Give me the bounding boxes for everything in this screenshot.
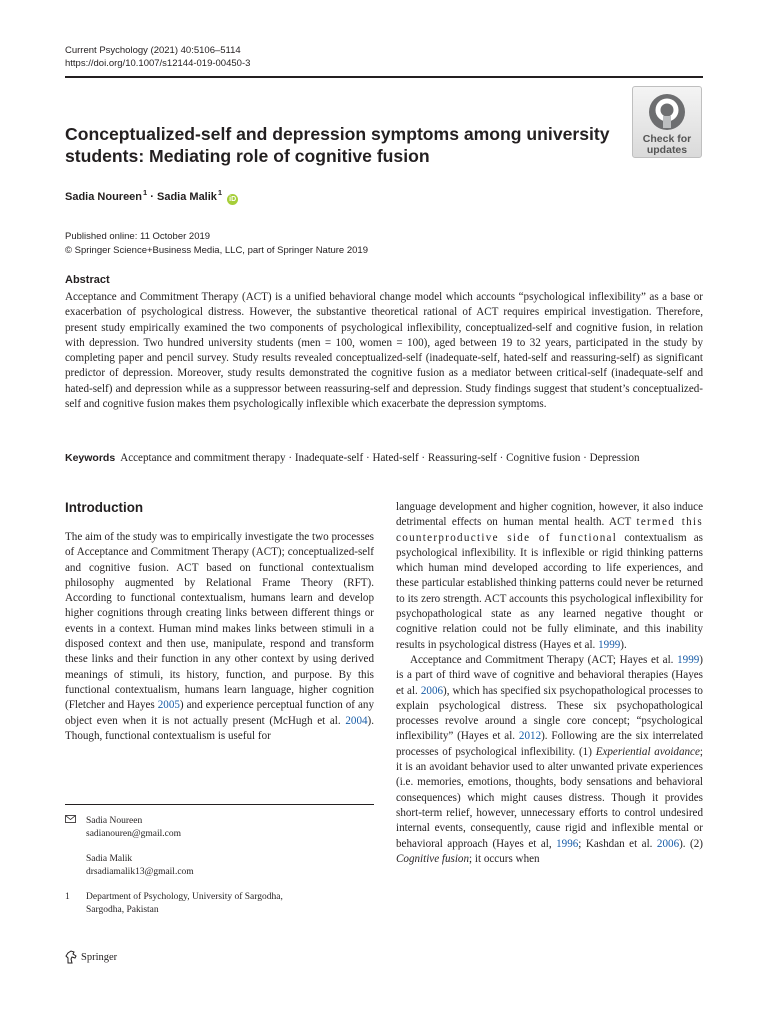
author-name: Sadia Malik <box>86 854 133 864</box>
abstract-text: Acceptance and Commitment Therapy (ACT) is a unified behavioral change model which accounts “psychological inflexibility” as a base or exacerbation of psychological distress. However, the substantive theoretical rational of ACT requires empirical investigation. Therefore, present study empirically examined the two components of psychological inflexibility, conceptualized-self and cognitive fusion, in relation with depression. Two hundred university students (men = 100, women = 100), aged between 19 to 32 years, participated in the study by completing paper and pencil survey. Study results revealed conceptualized-self (inadequate-self, hated-self and reassuring-self) as significant predictor of depression. Moreover, study results demonstrated the cognitive fusion as a mediator between critical-self (inadequate-self and hated-self) and depression while as a suppressor between reassuring-self and depression. Study findings suggest that student’s conceptualized-self and cognitive fusion makes them psychologically inflexible which exacerbate the depression symptoms. <box>65 291 703 411</box>
body-column-right <box>396 500 703 867</box>
journal-citation: Current Psychology (2021) 40:5106–5114 <box>65 45 241 56</box>
article-title: Conceptualized-self and depression symptoms among university students: Mediating role of cognitive fusion <box>65 124 610 166</box>
journal-header <box>65 44 250 70</box>
envelope-icon <box>65 815 86 841</box>
orcid-icon[interactable]: iD <box>229 196 237 203</box>
paragraph: Acceptance and Commitment Therapy (ACT; Hayes et al. 1999) is a part of third wave of cognitive and behavioral therapies (Hayes et al. 2006), which has specified six psychopathological processes to explain psychological distress. These six psychopathological processes revolve around a single core concept; “psychological inflexibility” (Hayes et al. 2012). Following are the six interrelated processes of psychological inflexibility. (1) Experiential avoidance; it is an avoidant behavior used to alter unwanted private experiences (i.e. memories, emotions, thoughts, body sensations and behavioral consequences) which might causes distress. Though it provides short-term relief, however, unnecessary efforts to control undesired internal events, consequently, cause rigid and inflexible mental or behavioral approach (Hayes et al, 1996; Kashdan et al. 2006). (2) Cognitive fusion; it occurs when <box>396 653 703 865</box>
body-column-left <box>65 530 374 744</box>
affiliation-number: 1 <box>65 892 70 902</box>
affiliation-marker: 1 <box>143 188 148 197</box>
crossmark-icon <box>647 92 687 132</box>
check-label-line2: updates <box>646 144 688 156</box>
citation-link[interactable]: 2006 <box>656 837 680 850</box>
keywords-label: Keywords <box>65 452 116 464</box>
footnotes <box>65 815 374 917</box>
author-name[interactable]: Sadia Noureen <box>65 191 143 203</box>
affiliation-line: Sargodha, Pakistan <box>86 905 159 915</box>
author-list <box>65 188 238 205</box>
check-for-updates-button[interactable] <box>632 86 702 158</box>
footnote-rule <box>65 804 374 805</box>
email-link[interactable]: drsadiamalik13@gmail.com <box>86 867 194 877</box>
citation-link[interactable]: 2006 <box>420 684 444 697</box>
check-label-line1: Check for <box>642 133 692 145</box>
publisher-footer <box>65 950 117 964</box>
keywords <box>65 452 715 464</box>
copyright-line: © Springer Science+Business Media, LLC, part of Springer Nature 2019 <box>65 245 368 256</box>
doi-link[interactable]: https://doi.org/10.1007/s12144-019-00450-3 <box>65 58 251 69</box>
abstract-heading: Abstract <box>65 274 110 286</box>
paragraph: The aim of the study was to empirically investigate the two processes of Acceptance and Commitment Therapy (ACT); conceptualized-self and cognitive fusion. ACT based on functional contextualism philosophy augmented by Relational Frame Theory (RFT). According to functional contextualism, humans learn and develop higher cognitions through creating links between different things or events in a context. Human mind makes links between stimuli in a disposed context and then use, manipulate, respond and transform these links and their function in any other context by using derived meanings of stimuli, its history, function, and purpose. By this functional contextualism, humans learn language, higher cognition (Fletcher and Hayes 2005) and experience perceptual function of any object even when it is not actually present (McHugh et al. 2004). Though, functional contextualism is useful for <box>65 531 374 742</box>
publisher-name: Springer <box>81 951 118 963</box>
citation-link[interactable]: 1996 <box>556 837 579 850</box>
paragraph: language development and higher cognition, however, it also induce detrimental effects on human mental health. ACT termed this counterproductive side of functional contextualism as psychological inflexibility. It is inflexible or rigid thinking patterns which human mind developed according to life experiences, and these particular established thinking patterns could never be returned to its zero strength. ACT accounts this psychological inflexibility for psychopathological state as any learned negative thought or cognitive relation could not be fully eliminate, and this inability results in psychological distress (Hayes et al. 1999). <box>396 501 704 651</box>
email-link[interactable]: sadianouren@gmail.com <box>86 829 182 839</box>
citation-link[interactable]: 2004 <box>345 714 368 727</box>
citation-link[interactable]: 2012 <box>518 730 542 743</box>
citation-link[interactable]: 1999 <box>598 638 621 651</box>
header-rule <box>65 76 703 78</box>
corresponding-author-name: Sadia Noureen <box>86 816 143 826</box>
keywords-list: Acceptance and commitment therapy · Inadequate-self · Hated-self · Reassuring-self · Cognitive fusion · Depression <box>120 452 640 464</box>
published-date: Published online: 11 October 2019 <box>65 231 211 242</box>
author-separator: · <box>150 191 154 203</box>
affiliation-marker: 1 <box>217 188 223 197</box>
springer-horse-icon <box>65 950 78 964</box>
citation-link[interactable]: 2005 <box>157 699 180 712</box>
author-name[interactable]: Sadia Malik <box>157 191 217 203</box>
citation-link[interactable]: 1999 <box>677 653 700 666</box>
affiliation-line: Department of Psychology, University of Sargodha, <box>86 892 283 902</box>
publication-info <box>65 230 368 258</box>
section-heading-introduction: Introduction <box>65 500 144 515</box>
